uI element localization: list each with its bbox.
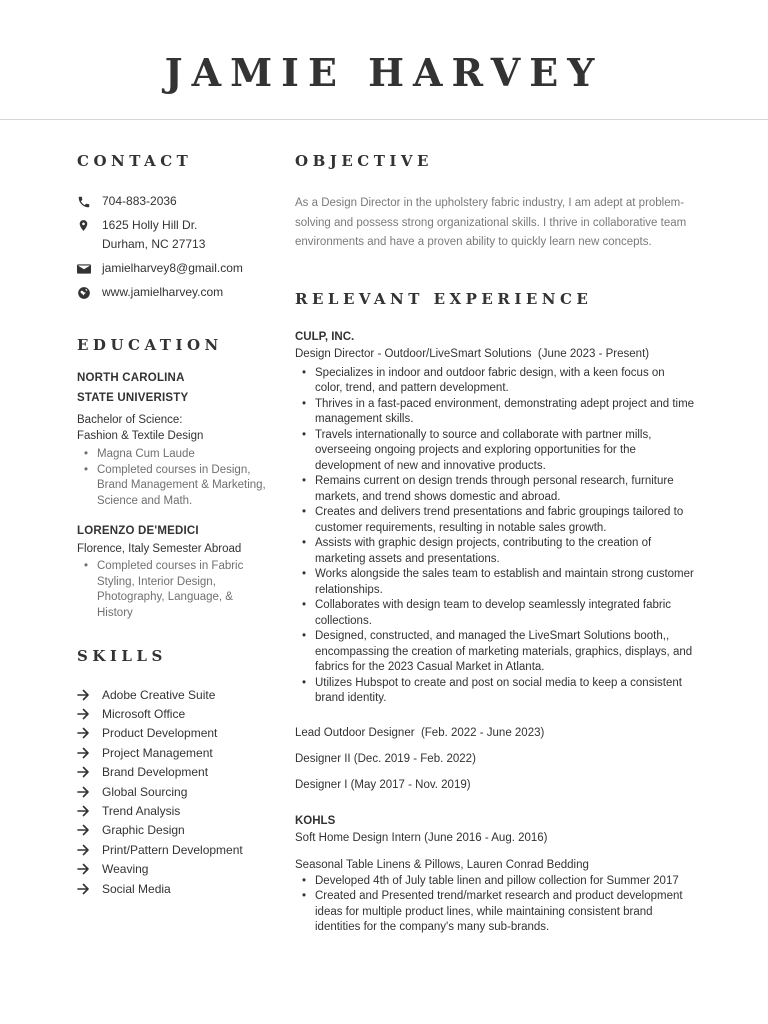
skill-item <box>77 704 267 723</box>
list-item: • Created and Presented trend/market research and product development ideas for multiple product lines, while maintaining consistent brand identities for the company's many sub-brands. <box>315 889 695 936</box>
website-link[interactable]: www.jamielharvey.com <box>102 285 224 299</box>
header-divider <box>0 119 768 120</box>
skill-label: Product Development <box>102 726 218 741</box>
resume-name: JAMIE HARVEY <box>164 50 604 95</box>
list-item: • Collaborates with design team to develop seamlessly integrated fabric collections. <box>315 598 695 629</box>
school-2-name: LORENZO DE'MEDICI <box>77 525 199 537</box>
skill-label: Global Sourcing <box>102 784 188 799</box>
arrow-right-icon <box>77 766 102 778</box>
objective-heading: OBJECTIVE <box>295 152 433 170</box>
intern-subtitle: Seasonal Table Linens & Pillows, Lauren Conrad Bedding <box>295 858 589 871</box>
phone-number: 704-883-2036 <box>102 194 177 208</box>
school-1-name-line-2: STATE UNIVERISTY <box>77 392 189 404</box>
list-item: • Developed 4th of July table linen and pillow collection for Summer 2017 <box>315 874 695 890</box>
list-item: • Magna Cum Laude <box>97 447 267 463</box>
address-line-2: Durham, NC 27713 <box>102 237 206 251</box>
arrow-right-icon <box>77 747 102 759</box>
company-culp: CULP, INC. <box>295 330 355 343</box>
school-1-name-line-1: NORTH CAROLINA <box>77 372 185 384</box>
arrow-right-icon <box>77 805 102 817</box>
company-kohls: KOHLS <box>295 814 336 827</box>
education-list <box>77 368 267 621</box>
skill-item <box>77 879 267 898</box>
arrow-right-icon <box>77 786 102 798</box>
skill-item <box>77 724 267 743</box>
list-item: • Works alongside the sales team to establish and maintain strong customer relationships. <box>315 567 695 598</box>
skill-label: Print/Pattern Development <box>102 842 243 857</box>
right-column <box>295 152 695 936</box>
skill-label: Weaving <box>102 862 149 877</box>
list-item: • Thrives in a fast-paced environment, demonstrating adept project and time management skills. <box>315 397 695 428</box>
envelope-icon <box>77 259 102 278</box>
degree-line-1: Bachelor of Science: <box>77 414 183 426</box>
list-item: • Remains current on design trends through personal research, furniture markets, and trend shows domestic and abroad. <box>315 474 695 505</box>
skill-item <box>77 860 267 879</box>
education-heading: EDUCATION <box>77 336 223 354</box>
arrow-right-icon <box>77 883 102 895</box>
skill-label: Brand Development <box>102 765 209 780</box>
role-lead-outdoor-designer: Lead Outdoor Designer (Feb. 2022 - June 2023) <box>295 726 545 739</box>
skill-label: Project Management <box>102 745 213 760</box>
experience-heading: RELEVANT EXPERIENCE <box>295 289 593 308</box>
culp-responsibilities <box>295 366 695 707</box>
contact-email <box>77 259 267 278</box>
role-design-intern: Soft Home Design Intern (June 2016 - Aug. 2016) <box>295 831 548 844</box>
skill-label: Adobe Creative Suite <box>102 687 216 702</box>
list-item: • Specializes in indoor and outdoor fabric design, with a keen focus on color, trend, and pattern development. <box>315 366 695 397</box>
arrow-right-icon <box>77 727 102 739</box>
skills-heading: SKILLS <box>77 647 167 665</box>
skill-item <box>77 821 267 840</box>
list-item: • Assists with graphic design projects, contributing to the creation of marketing assets and presentations. <box>315 536 695 567</box>
contact-phone <box>77 192 267 211</box>
location-pin-icon <box>77 216 102 235</box>
role-design-director: Design Director - Outdoor/LiveSmart Solutions (June 2023 - Present) <box>295 347 650 360</box>
skill-label: Microsoft Office <box>102 707 186 722</box>
skill-item <box>77 743 267 762</box>
contact-list <box>77 192 267 302</box>
skill-item <box>77 782 267 801</box>
left-column <box>77 152 267 898</box>
objective-text: As a Design Director in the upholstery fabric industry, I am adept at problem-solving and possess strong organizational skills. I thrive in collaborative team environments and have a proven ability to quickly learn new concepts. <box>295 197 687 248</box>
arrow-right-icon <box>77 844 102 856</box>
degree-line-2: Fashion & Textile Design <box>77 430 204 442</box>
list-item: • Travels internationally to source and collaborate with partner mills, overseeing ongoing projects and exploring opportunities for the development of new and innovative products. <box>315 428 695 475</box>
school-2-program: Florence, Italy Semester Abroad <box>77 543 242 555</box>
arrow-right-icon <box>77 824 102 836</box>
contact-website <box>77 283 267 302</box>
list-item: • Completed courses in Design, Brand Management & Marketing, Science and Math. <box>97 463 267 510</box>
email-link[interactable]: jamielharvey8@gmail.com <box>102 261 243 275</box>
school-1-highlights <box>77 447 267 509</box>
phone-icon <box>77 192 102 211</box>
role-designer-2: Designer II (Dec. 2019 - Feb. 2022) <box>295 752 476 765</box>
skill-item <box>77 840 267 859</box>
contact-address <box>77 216 267 254</box>
role-designer-1: Designer I (May 2017 - Nov. 2019) <box>295 778 471 791</box>
arrow-right-icon <box>77 863 102 875</box>
arrow-right-icon <box>77 708 102 720</box>
list-item: • Utilizes Hubspot to create and post on social media to keep a consistent brand identity. <box>315 676 695 707</box>
list-item: • Designed, constructed, and managed the LiveSmart Solutions booth,, encompassing the creation of marketing materials, graphics, displays, and fabrics for the 2023 Casual Market in Atlanta. <box>315 629 695 676</box>
skill-label: Trend Analysis <box>102 804 181 819</box>
school-2-highlights <box>77 559 267 621</box>
arrow-right-icon <box>77 689 102 701</box>
list-item: • Creates and delivers trend presentations and fabric groupings tailored to customer requirements, resulting in notable sales growth. <box>315 505 695 536</box>
list-item: • Completed courses in Fabric Styling, Interior Design, Photography, Language, & History <box>97 559 267 621</box>
address-line-1: 1625 Holly Hill Dr. <box>102 218 198 232</box>
skill-item <box>77 801 267 820</box>
kohls-responsibilities <box>295 874 695 936</box>
skill-label: Social Media <box>102 881 171 896</box>
skill-item <box>77 763 267 782</box>
globe-icon <box>77 283 102 302</box>
skill-label: Graphic Design <box>102 823 185 838</box>
contact-heading: CONTACT <box>77 152 193 170</box>
skills-list <box>77 685 267 898</box>
skill-item <box>77 685 267 704</box>
